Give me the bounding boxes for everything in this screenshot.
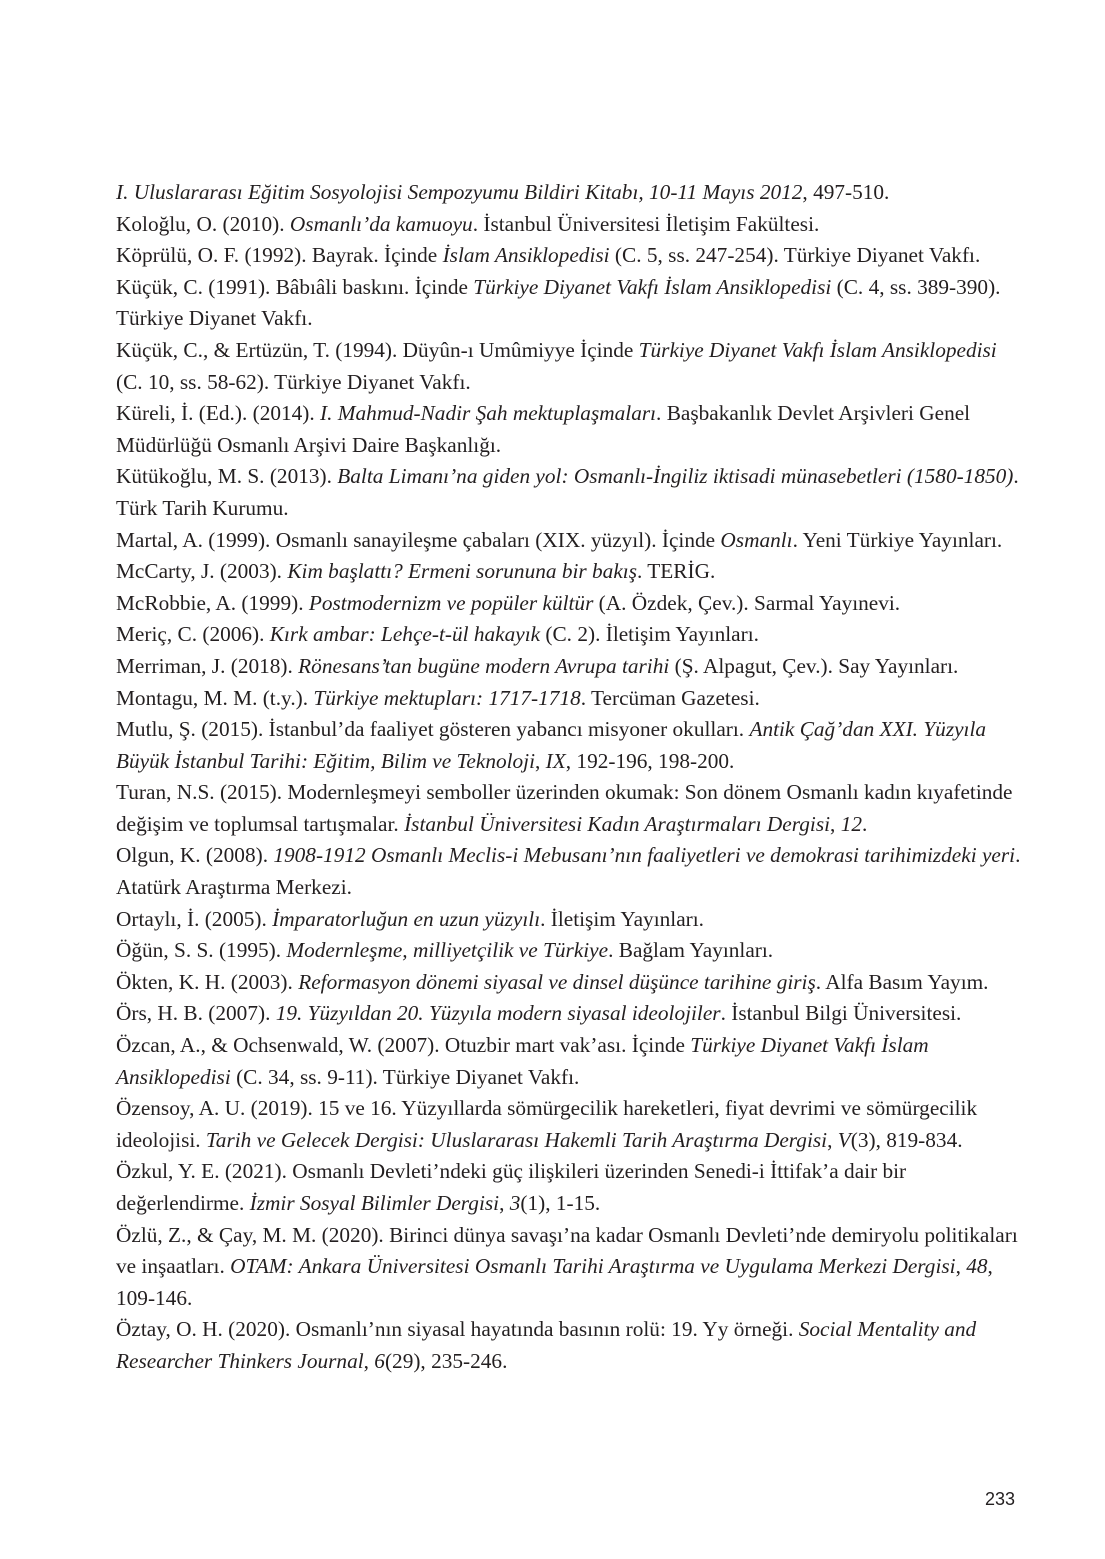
reference-text: . Tercüman Gazetesi. bbox=[580, 685, 760, 710]
reference-entry bbox=[116, 398, 1021, 461]
reference-italic-text: Postmodernizm ve popüler kültür bbox=[308, 590, 594, 615]
reference-italic-text: V bbox=[837, 1127, 851, 1152]
reference-text: Montagu, M. M. (t.y.). bbox=[116, 685, 314, 710]
reference-text: , 109-146. bbox=[116, 1254, 993, 1310]
reference-text: . Bağlam Yayınları. bbox=[608, 938, 774, 963]
reference-entry bbox=[116, 1093, 1021, 1156]
reference-text: . İstanbul Üniversitesi İletişim Fakültesi. bbox=[472, 211, 820, 236]
reference-entry bbox=[116, 714, 1021, 777]
reference-text: Özkul, Y. E. (2021). Osmanlı Devleti’ndeki güç ilişkileri üzerinden Senedi-i İttifak’a dair bir değerlendirme. bbox=[116, 1159, 907, 1215]
reference-text: , 497-510. bbox=[802, 180, 890, 204]
reference-text: . İstanbul Bilgi Üniversitesi. bbox=[720, 1001, 962, 1026]
reference-italic-text: 19. Yüzyıldan 20. Yüzyıla modern siyasal ideolojiler bbox=[275, 1001, 721, 1026]
reference-italic-text: IX bbox=[545, 748, 566, 773]
reference-italic-text: Reformasyon dönemi siyasal ve dinsel düşünce tarihine giriş bbox=[298, 969, 816, 994]
reference-text: Küçük, C. (1991). Bâbıâli baskını. İçinde bbox=[116, 274, 474, 299]
reference-entry bbox=[116, 651, 1021, 683]
reference-text: Olgun, K. (2008). bbox=[116, 843, 274, 868]
reference-text: Merriman, J. (2018). bbox=[116, 653, 299, 678]
reference-text: (A. Özdek, Çev.). Sarmal Yayınevi. bbox=[593, 590, 901, 615]
reference-entry bbox=[116, 556, 1021, 588]
reference-text: (C. 4, ss. 389-390). Türkiye Diyanet Vakfı. bbox=[116, 274, 1001, 331]
reference-text: . Yeni Türkiye Yayınları. bbox=[792, 527, 1003, 552]
reference-entry bbox=[116, 777, 1021, 840]
reference-text: Özcan, A., & Ochsenwald, W. (2007). Otuzbir mart vak’ası. İçinde bbox=[116, 1033, 691, 1058]
reference-text: Ökten, K. H. (2003). bbox=[116, 969, 299, 994]
reference-text: Mutlu, Ş. (2015). İstanbul’da faaliyet gösteren yabancı misyoner okulları. bbox=[116, 717, 750, 742]
reference-text: , bbox=[535, 748, 546, 773]
reference-text: Kütükoğlu, M. S. (2013). bbox=[116, 464, 338, 489]
reference-entry bbox=[116, 1314, 1021, 1377]
reference-italic-text: Social Mentality and Researcher Thinkers Journal bbox=[116, 1317, 977, 1373]
reference-text: , 192-196, 198-200. bbox=[565, 748, 735, 773]
reference-text: (C. 5, ss. 247-254). Türkiye Diyanet Vakfı. bbox=[609, 243, 981, 268]
reference-text: . Atatürk Araştırma Merkezi. bbox=[116, 843, 1021, 900]
reference-text: (Ş. Alpagut, Çev.). Say Yayınları. bbox=[669, 653, 959, 678]
reference-entry bbox=[116, 967, 1021, 999]
reference-entry bbox=[116, 272, 1021, 335]
reference-entry bbox=[116, 240, 1021, 272]
reference-italic-text: İstanbul Üniversitesi Kadın Araştırmaları Dergisi bbox=[404, 811, 831, 836]
reference-text: Köprülü, O. F. (1992). Bayrak. İçinde bbox=[116, 243, 443, 268]
reference-italic-text: Rönesans’tan bugüne modern Avrupa tarihi bbox=[298, 653, 670, 678]
reference-text: (29), 235-246. bbox=[384, 1348, 508, 1373]
reference-entry bbox=[116, 525, 1021, 557]
reference-entry bbox=[116, 998, 1021, 1030]
reference-text: Koloğlu, O. (2010). bbox=[116, 211, 290, 236]
reference-text: (1), 1-15. bbox=[520, 1191, 601, 1215]
reference-italic-text: Tarih ve Gelecek Dergisi: Uluslararası Hakemli Tarih Araştırma Dergisi bbox=[205, 1127, 828, 1152]
reference-text: . bbox=[861, 811, 868, 836]
reference-italic-text: 3 bbox=[509, 1191, 521, 1215]
reference-italic-text: 12 bbox=[840, 811, 862, 836]
reference-entry bbox=[116, 335, 1021, 398]
reference-text: , bbox=[955, 1254, 967, 1279]
reference-text: , bbox=[830, 811, 841, 836]
page-number: 233 bbox=[984, 1489, 1015, 1509]
reference-entry bbox=[116, 1156, 1021, 1219]
reference-italic-text: I. Uluslararası Eğitim Sosyolojisi Sempozyumu Bildiri Kitabı, 10-11 Mayıs 2012 bbox=[116, 180, 803, 204]
reference-entry bbox=[116, 177, 1021, 209]
reference-italic-text: İmparatorluğun en uzun yüzyılı bbox=[272, 906, 541, 931]
reference-text: . Alfa Basım Yayım. bbox=[815, 969, 989, 994]
reference-italic-text: Osmanlı’da kamuoyu bbox=[289, 211, 473, 236]
reference-text: Ortaylı, İ. (2005). bbox=[116, 906, 273, 931]
reference-text: Özlü, Z., & Çay, M. M. (2020). Birinci dünya savaşı’na kadar Osmanlı Devleti’nde demiryolu politikaları ve inşaatları. bbox=[116, 1222, 1018, 1279]
reference-italic-text: 6 bbox=[374, 1348, 385, 1373]
reference-italic-text: İslam Ansiklopedisi bbox=[442, 243, 610, 268]
reference-text: , bbox=[499, 1191, 510, 1215]
reference-text: Öğün, S. S. (1995). bbox=[116, 938, 287, 963]
reference-text: . Türk Tarih Kurumu. bbox=[116, 464, 1019, 520]
reference-text: Özensoy, A. U. (2019). 15 ve 16. Yüzyıllarda sömürgecilik hareketleri, fiyat devrimi ve sömürgecilik ideolojisi. bbox=[116, 1096, 978, 1152]
reference-entry bbox=[116, 588, 1021, 620]
reference-italic-text: I. Mahmud-Nadir Şah mektuplaşmaları bbox=[320, 401, 657, 426]
reference-italic-text: İzmir Sosyal Bilimler Dergisi bbox=[249, 1191, 500, 1215]
reference-text: McCarty, J. (2003). bbox=[116, 559, 288, 584]
reference-italic-text: Türkiye Diyanet Vakfı İslam Ansiklopedisi bbox=[638, 337, 997, 362]
reference-text: (C. 34, ss. 9-11). Türkiye Diyanet Vakfı. bbox=[230, 1064, 580, 1089]
reference-text: , bbox=[363, 1348, 375, 1373]
reference-entry bbox=[116, 1220, 1021, 1315]
reference-text: Turan, N.S. (2015). Modernleşmeyi semboller üzerinden okumak: Son dönem Osmanlı kadın kıyafetinde değişim ve toplumsal tartışmalar. bbox=[116, 780, 1013, 836]
reference-italic-text: OTAM: Ankara Üniversitesi Osmanlı Tarihi Araştırma ve Uygulama Merkezi Dergisi bbox=[230, 1254, 956, 1279]
reference-italic-text: 1908-1912 Osmanlı Meclis-i Mebusanı’nın faaliyetleri ve demokrasi tarihimizdeki yeri bbox=[273, 843, 1016, 868]
reference-italic-text: Antik Çağ’dan XXI. Yüzyıla Büyük İstanbul Tarihi: Eğitim, Bilim ve Teknoloji bbox=[116, 717, 987, 773]
reference-italic-text: Kırk ambar: Lehçe-t-ül hakayık bbox=[269, 622, 541, 647]
reference-text: Öztay, O. H. (2020). Osmanlı’nın siyasal hayatında basının rolü: 19. Yy örneği. bbox=[116, 1317, 799, 1342]
reference-entry bbox=[116, 683, 1021, 715]
reference-entry bbox=[116, 840, 1021, 903]
reference-italic-text: Türkiye mektupları: 1717-1718 bbox=[313, 685, 581, 710]
reference-italic-text: Türkiye Diyanet Vakfı İslam Ansiklopedisi bbox=[116, 1033, 929, 1089]
reference-text: . Başbakanlık Devlet Arşivleri Genel Müdürlüğü Osmanlı Arşivi Daire Başkanlığı. bbox=[116, 401, 971, 457]
reference-text: (3), 819-834. bbox=[850, 1127, 963, 1152]
reference-italic-text: 48 bbox=[966, 1254, 988, 1279]
reference-entry bbox=[116, 209, 1021, 241]
reference-entry bbox=[116, 935, 1021, 967]
reference-italic-text: Kim başlattı? Ermeni sorununa bir bakış bbox=[287, 559, 637, 584]
reference-italic-text: Türkiye Diyanet Vakfı İslam Ansiklopedisi bbox=[473, 274, 832, 299]
reference-text: McRobbie, A. (1999). bbox=[116, 590, 309, 615]
reference-text: (C. 10, ss. 58-62). Türkiye Diyanet Vakfı. bbox=[116, 369, 471, 394]
reference-italic-text: Balta Limanı’na giden yol: Osmanlı-İngiliz iktisadi münasebetleri (1580-1850) bbox=[337, 464, 1014, 489]
reference-entry bbox=[116, 461, 1021, 524]
reference-entry bbox=[116, 1030, 1021, 1093]
reference-text: (C. 2). İletişim Yayınları. bbox=[540, 622, 759, 647]
reference-italic-text: Modernleşme, milliyetçilik ve Türkiye bbox=[286, 938, 609, 963]
reference-entry bbox=[116, 619, 1021, 651]
reference-text: . İletişim Yayınları. bbox=[540, 906, 704, 931]
reference-text: Martal, A. (1999). Osmanlı sanayileşme çabaları (XIX. yüzyıl). İçinde bbox=[116, 527, 721, 552]
reference-text: Meriç, C. (2006). bbox=[116, 622, 270, 647]
reference-text: Örs, H. B. (2007). bbox=[116, 1001, 276, 1026]
reference-text: , bbox=[827, 1127, 838, 1152]
reference-italic-text: Osmanlı bbox=[720, 527, 793, 552]
reference-text: . TERİG. bbox=[637, 559, 716, 584]
reference-list bbox=[116, 177, 1021, 1378]
reference-text: Küreli, İ. (Ed.). (2014). bbox=[116, 401, 321, 426]
reference-entry bbox=[116, 904, 1021, 936]
reference-text: Küçük, C., & Ertüzün, T. (1994). Düyûn-ı Umûmiyye İçinde bbox=[116, 337, 639, 362]
